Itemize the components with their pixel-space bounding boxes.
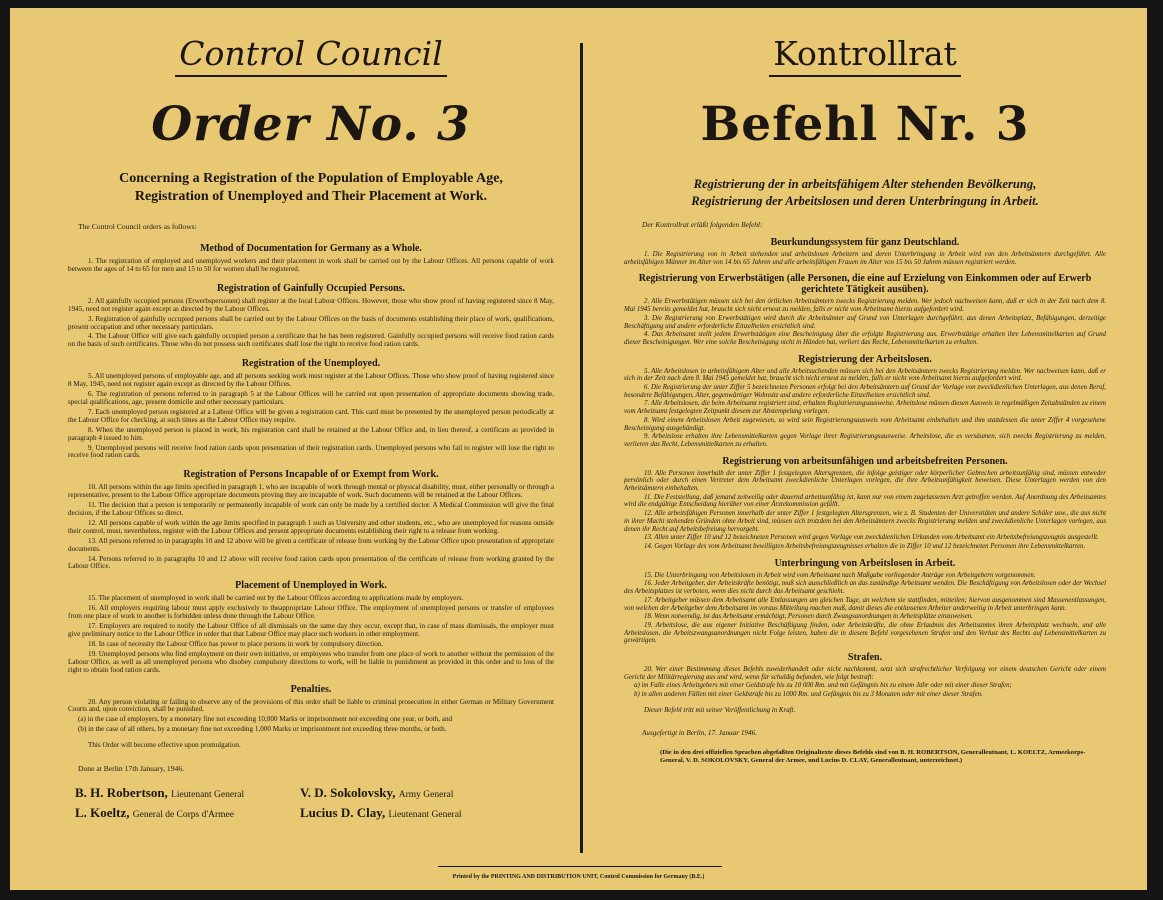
- column-divider: [580, 43, 583, 853]
- paragraph: 11. The decision that a person is temporarily or permanently incapable of work can only be made by a certified doctor. A Medical Commission will give the final decision, if the Labour Offices so direct.: [68, 501, 554, 518]
- paragraph: 16. All employers requiring labour must apply exclusively to theappropriate Labour Office. The employment of unemployed persons or transfer of employees from one place of work to another is forbidden unless done through the Labour Office.: [68, 604, 554, 621]
- council-title-de: Kontrollrat: [624, 34, 1106, 77]
- section-heading: Registrierung von arbeitsunfähigen und arbeitsbefreiten Personen.: [722, 455, 1008, 467]
- paragraph: 15. Die Unterbringung von Arbeitslosen in Arbeit wird vom Arbeitsamt nach Maßgabe vorliegender Anträge von Arbeitgebern vorgenommen.: [644, 571, 1036, 579]
- proclamation-poster: [10, 8, 1147, 890]
- paragraph: 11. Die Feststellung, daß jemand zeitweilig oder dauernd arbeitsunfähig ist, kann nur von einem zugelassenen Arzt getroffen werden. Auf Anordnung des Arbeitsamtes wird die endgültige Entscheidung hierüber von einer Ärztekommission gefällt.: [624, 493, 1106, 509]
- penalty-item: (a) in the case of employers, by a monetary fine not exceeding 10,000 Marks or imprisonment not exceeding one year, or both, and: [78, 715, 453, 724]
- section-heading: Registrierung der Arbeitslosen.: [798, 353, 932, 365]
- paragraph: 12. Alle arbeitsfähigen Personen innerhalb der unter Ziffer 1 festgelegten Altersgrenzen, wie z. B. Studenten der Universitäten und andere Schüler usw., die aus nicht in ihrer Macht stehenden Gründen ohne Arbeit sind, müssen sich trotzdem bei den Arbeitsämtern zwecks Registrierung melden und zweckdienliche Unterlagen vorlegen, aus denen ihr Recht auf Arbeitsbefreiung hervorgeht.: [624, 510, 1106, 533]
- section-heading: Registration of the Unemployed.: [241, 358, 381, 370]
- german-column: [624, 8, 1106, 890]
- paragraph: 2. All gainfully occupied persons (Erwerbspersonen) shall register at the local Labour Offices. However, those who show proof of having registered since 8 May, 1945, need not register again except as directed by the Labour Offices.: [68, 296, 554, 313]
- paragraph: 7. Alle Arbeitslosen, die beim Arbeitsamt registriert sind, erhalten Registrierungsausweise. Arbeitslose müssen diesen Ausweis in regelmäßigen Zeitabständen zu einem vom Arbeitsamt festgelegten Zeitpunkt diesem zur Abstempelung vorlegen.: [624, 400, 1106, 416]
- signature: L. Koeltz, General de Corps d'Armee: [75, 805, 234, 821]
- done-line-de: Ausgefertigt in Berlin, 17. Januar 1946.: [642, 728, 757, 737]
- paragraph: 3. Registration of gainfully occupied persons shall be carried out by the Labour Offices on the basis of documents establishing their place of work, qualifications, present occupation and other necessary particulars.: [68, 314, 554, 331]
- paragraph: 18. In case of necessity the Labour Office has power to place persons in work by compulsory direction.: [88, 639, 384, 648]
- section-heading: Registrierung von Erwerbstätigen (alle Personen, die eine auf Erzielung von Einkommen oder auf Erwerb gerichtete Tätigkeit ausüben).: [638, 273, 1092, 296]
- paragraph: 20. Wer einer Bestimmung dieses Befehls zuwiderhandelt oder nicht nachkommt, setzt sich strafrechtlicher Verfolgung vor einem deutschen Gericht oder einem Gericht der Militärregierung aus und wird, wenn für schuldig befunden, wie folgt bestraft:: [624, 666, 1106, 681]
- order-title: Order No. 3: [151, 97, 471, 152]
- order-sections: [68, 243, 554, 750]
- effective-clause: This Order will become effective upon promulgation.: [88, 741, 241, 750]
- paragraph: 7. Each unemployed person registered at a Labour Office will be given a registration card. This card must be presented by the unemployed person periodically at the Labour Office for checking, at such times as the Labour Office may require.: [68, 407, 554, 424]
- signatories-note: (Die in den drei offiziellen Sprachen abgefaßten Originaltexte dieses Befehls sind von B. H. ROBERTSON, Generalleutnant, L. KOELTZ, Armeekorps-General, V. D. SOKOLOVSKY, General der Armee, und Lucius D. CLAY, Generalleutnant, unterzeichnet.): [660, 748, 1086, 764]
- printer-imprint: Printed by the PRINTING AND DISTRIBUTION UNIT, Control Commission for Germany (B.E.): [452, 874, 705, 880]
- order-subtitle-de: Registrierung der in arbeitsfähigem Alter stehenden Bevölkerung, Registrierung der Arbeitslosen und deren Unterbringung in Arbeit.: [691, 177, 1039, 208]
- order-intro-de: Der Kontrollrat erläßt folgenden Befehl:: [642, 220, 763, 229]
- paragraph: 8. When the unemployed person is placed in work, his registration card shall be retained at the Labour Office and, in lieu thereof, a certificate as provided in paragraph 4 issued to him.: [68, 425, 554, 442]
- signatures: [75, 785, 554, 821]
- order-sections-de: [624, 237, 1106, 715]
- signature: B. H. Robertson, Lieutenant General: [75, 785, 245, 801]
- paragraph: 4. Das Arbeitsamt stellt jedem Erwerbstätigen eine Bescheinigung über die erfolgte Registrierung aus. Erwerbstätige erhalten ihre Lebensmittelkarten auf Grund dieser Bescheinigungen. Wer eine solche Bescheinigung nicht in Händen hat, verliert das Recht, Lebensmittelkarten zu erhalten.: [624, 331, 1106, 346]
- paragraph: 1. The registration of employed and unemployed workers and their placement in work shall be carried out by the Labour Offices. All persons capable of work between the ages of 14 to 65 for men and 15 to 50 for women shall be registered.: [68, 257, 554, 273]
- paragraph: 13. Allen unter Ziffer 10 und 12 bezeichneten Personen wird gegen Vorlage von zweckdienlichen Urkunden vom Arbeitsamt ein Arbeitsbefreiungszeugnis ausgestellt.: [644, 534, 1099, 542]
- paragraph: 1. Die Registrierung von in Arbeit stehenden und arbeitslosen Arbeitern und deren Unterbringung in Arbeit wird von den Arbeitsämtern durchgeführt. Alle arbeitsfähigen Männer im Alter von 14 bis 65 Jahren und alle arbeitsfähigen Frauen im Alter von 15 bis 50 Jahren müssen registriert werden.: [624, 251, 1106, 266]
- order-title-de: Befehl Nr. 3: [700, 97, 1030, 152]
- paragraph: 17. Employers are required to notify the Labour Office of all dismissals on the same day they occur, except that, in case of mass dismissals, the employer must give preliminary notice to the Labour Office in order that that Labour Office may place such workers in other employment.: [68, 622, 554, 638]
- council-title: Control Council: [68, 34, 554, 77]
- paragraph: 13. All persons referred to in paragraphs 10 and 12 above will be given a certificate of release from working by the Labour Office upon presentation of appropriate documents.: [68, 536, 554, 553]
- paragraph: 10. All persons within the age limits specified in paragraph 1, who are incapable of work through mental or physical disability, must, either personally or through a representative, present to the Labour Office appropriate documents proving they are incapable of work. Such documents will be retained at the Labour Offices.: [68, 483, 554, 500]
- paragraph: 19. Arbeitslose, die aus eigener Initiative Beschäftigung finden, oder Arbeitskräfte, die ohne Erlaubnis des Arbeitsamtes ihren Arbeitsplatz wechseln, und alle Arbeitslosen, die Arbeitszwangsanordnungen nicht Folge leisten, haben die in diesem Befehl vorgesehenen Strafen und den Verlust des Rechts auf Lebensmittelkarten zu gewärtigen.: [624, 621, 1106, 645]
- section-heading: Penalties.: [290, 683, 332, 695]
- paragraph: 16. Jeder Arbeitgeber, der Arbeitskräfte benötigt, muß sich ausschließlich an das zuständige Arbeitsamt wenden. Die Beschäftigung von Arbeitslosen oder der Wechsel des Arbeitsplatzes ist verboten, wenn dies nicht durch das Arbeitsamt geschieht.: [624, 580, 1106, 596]
- paragraph: 14. Gegen Vorlage des vom Arbeitsamt bewilligten Arbeitsbefreiungszeugnisses erhalten die in Ziffer 10 und 12 bezeichneten Personen ihre Lebensmittelkarten.: [644, 542, 1086, 550]
- penalty-item: b) in allen anderen Fällen mit einer Geldstrafe bis zu 1000 Rm. und Gefängnis bis zu 3 Monaten oder mit einer dieser Strafen.: [634, 691, 983, 699]
- paragraph: 19. Unemployed persons who find employment on their own initiative, or employees who transfer from one place of work to another without the permission of the Labour Office, as well as all unemployed persons who disobey compulsory directions to work, will be liable to punishment as provided in this order and to loss of the right to obtain food ration cards.: [68, 649, 554, 674]
- section-heading: Method of Documentation for Germany as a Whole.: [200, 243, 422, 254]
- section-heading: Registration of Persons Incapable of or Exempt from Work.: [183, 469, 439, 481]
- penalty-item: (b) in the case of all others, by a monetary fine not exceeding 1,000 Marks or imprisonment not exceeding three months, or both.: [78, 725, 447, 734]
- paragraph: 2. Alle Erwerbstätigen müssen sich bei den örtlichen Arbeitsämtern zwecks Registrierung melden. Wer jedoch nachweisen kann, daß er sich in der Zeit nach dem 8. Mai 1945 bereits gemeldet hat, braucht sich nicht erneut zu melden, falls er nicht vom Arbeitsamt hierzu aufgefordert wird.: [624, 298, 1106, 314]
- section-heading: Registration of Gainfully Occupied Persons.: [216, 282, 406, 294]
- paragraph: 9. Arbeitslose erhalten ihre Lebensmittelkarten gegen Vorlage ihrer Registrierungsausweise. Arbeitslose, die es versäumen, sich zwecks Registrierung zu melden, verlieren das Recht, Lebensmittelkarten zu erhalten.: [624, 433, 1106, 448]
- section-heading: Strafen.: [847, 652, 883, 664]
- done-line: Done at Berlin 17th January, 1946.: [78, 764, 185, 774]
- penalty-item: a) im Falle eines Arbeitgebers mit einer Geldstrafe bis zu 10 000 Rm. und mit Gefängnis bis zu einem Jahr oder mit einer dieser Strafen;: [634, 682, 1012, 690]
- paragraph: 9. Unemployed persons will receive food ration cards upon presentation of their registration cards. Unemployed persons who fail to register will lose the right to receive food ration cards.: [68, 443, 554, 460]
- paragraph: 6. Die Registrierung der unter Ziffer 5 bezeichneten Personen erfolgt bei den Arbeitsämtern auf Grund der Vorlage von zweckdienlichen Unterlagen, aus denen Beruf, besondere Befähigungen, Alter, gegenwärtiger Wohnsitz und andere erforderliche Einzelheiten ersichtlich sind.: [624, 384, 1106, 399]
- signature: Lucius D. Clay, Lieutenant General: [300, 805, 462, 821]
- footer-rule: [438, 866, 722, 867]
- paragraph: 17. Arbeitgeber müssen dem Arbeitsamt alle Entlassungen am gleichen Tage, an welchem sie stattfinden, mitteilen; hiervon ausgenommen sind Massenentlassungen, von welchen der Arbeitgeber dem Arbeitsamt im voraus Mitteilung machen muß, damit dieses die entlassenen Arbeiter anderweitig in Arbeit unterbringen kann.: [624, 596, 1106, 612]
- paragraph: 14. Persons referred to in paragraphs 10 and 12 above will receive food ration cards upon presentation of the certificate of release from working granted by the Labour Office.: [68, 554, 554, 571]
- english-column: [68, 8, 554, 890]
- paragraph: 18. Wenn notwendig, ist das Arbeitsamt ermächtigt, Personen durch Zwangsanordnungen in Arbeitsplätze einzuweisen.: [644, 613, 973, 621]
- paragraph: 8. Wird einem Arbeitslosen Arbeit zugewiesen, so wird sein Registrierungsausweis vom Arbeitsamt einbehalten und ihm stattdessen die unter Ziffer 4 vorgesehene Bescheinigung ausgehändigt.: [624, 416, 1106, 432]
- section-heading: Unterbringung von Arbeitslosen in Arbeit.: [774, 557, 956, 569]
- paragraph: 4. The Labour Office will give each gainfully occupied person a certificate that he has been registered. Gainfully occupied persons will receive food ration cards on the basis of such certificates. Those who do not possess such certificates shall lose the right to receive food ration cards.: [68, 332, 554, 349]
- order-subtitle: Concerning a Registration of the Population of Employable Age, Registration of Unemployed and Their Placement at Work.: [119, 171, 503, 204]
- paragraph: 20. Any person violating or failing to observe any of the provisions of this order shall be liable to criminal prosecution in either German or Military Government Courts and, upon conviction, shall be punished.: [68, 697, 554, 714]
- paragraph: 10. Alle Personen innerhalb der unter Ziffer 1 festgelegten Altersgrenzen, die infolge geistiger oder körperlicher Gebrechen arbeitsunfähig sind, müssen entweder persönlich oder durch einen Vertreter dem Arbeitsamt zweckdienliche Unterlagen vorlegen, die ihre Arbeitsunfähigkeit beweisen. Diese Unterlagen werden von den Arbeitsämtern einbehalten.: [624, 469, 1106, 493]
- effective-clause: Dieser Befehl tritt mit seiner Veröffentlichung in Kraft.: [644, 706, 796, 714]
- section-heading: Placement of Unemployed in Work.: [235, 580, 387, 592]
- paragraph: 12. All persons capable of work within the age limits specified in paragraph 1 such as University and other students, etc., who are unemployed for reasons outside their control, must, nevertheless, register with the Labour Offices and present appropriate documents establishing their right to a release from working.: [68, 518, 554, 535]
- order-intro: The Control Council orders as follows:: [78, 222, 197, 231]
- section-heading: Beurkundungssystem für ganz Deutschland.: [770, 237, 960, 248]
- paragraph: 15. The placement of unemployed in work shall be carried out by the Labour Offices according to applications made by employers.: [88, 594, 464, 603]
- paragraph: 5. Alle Arbeitslosen in arbeitsfähigem Alter und alle Arbeitsuchenden müssen sich bei den Arbeitsämtern zwecks Registrierung melden. Wer nachweisen kann, daß er sich in der Zeit nach dem 8. Mai 1945 gemeldet hat, braucht sich nicht erneut zu melden, falls er nicht vom Arbeitsamt hierzu aufgefordert wird.: [624, 367, 1106, 383]
- paragraph: 3. Die Registrierung von Erwerbstätigen wird durch die Arbeitsämter auf Grund von Unterlagen durchgeführt, aus denen Arbeitsplatz, Befähigungen, derzeitige Beschäftigung und andere erforderliche Einzelheiten ersichtlich sind.: [624, 314, 1106, 330]
- signature: V. D. Sokolovsky, Army General: [300, 785, 454, 801]
- paragraph: 6. The registration of persons referred to in paragraph 5 at the Labour Offices will be carried out upon presentation of appropriate documents showing trade, special qualifications, age, present domicile and other necessary particulars.: [68, 390, 554, 406]
- paragraph: 5. All unemployed persons of employable age, and all persons seeking work must register at the Labour Offices. Those who show proof of having registered since 8 May, 1945, need not register again except as directed by the Labour Offices.: [68, 372, 554, 389]
